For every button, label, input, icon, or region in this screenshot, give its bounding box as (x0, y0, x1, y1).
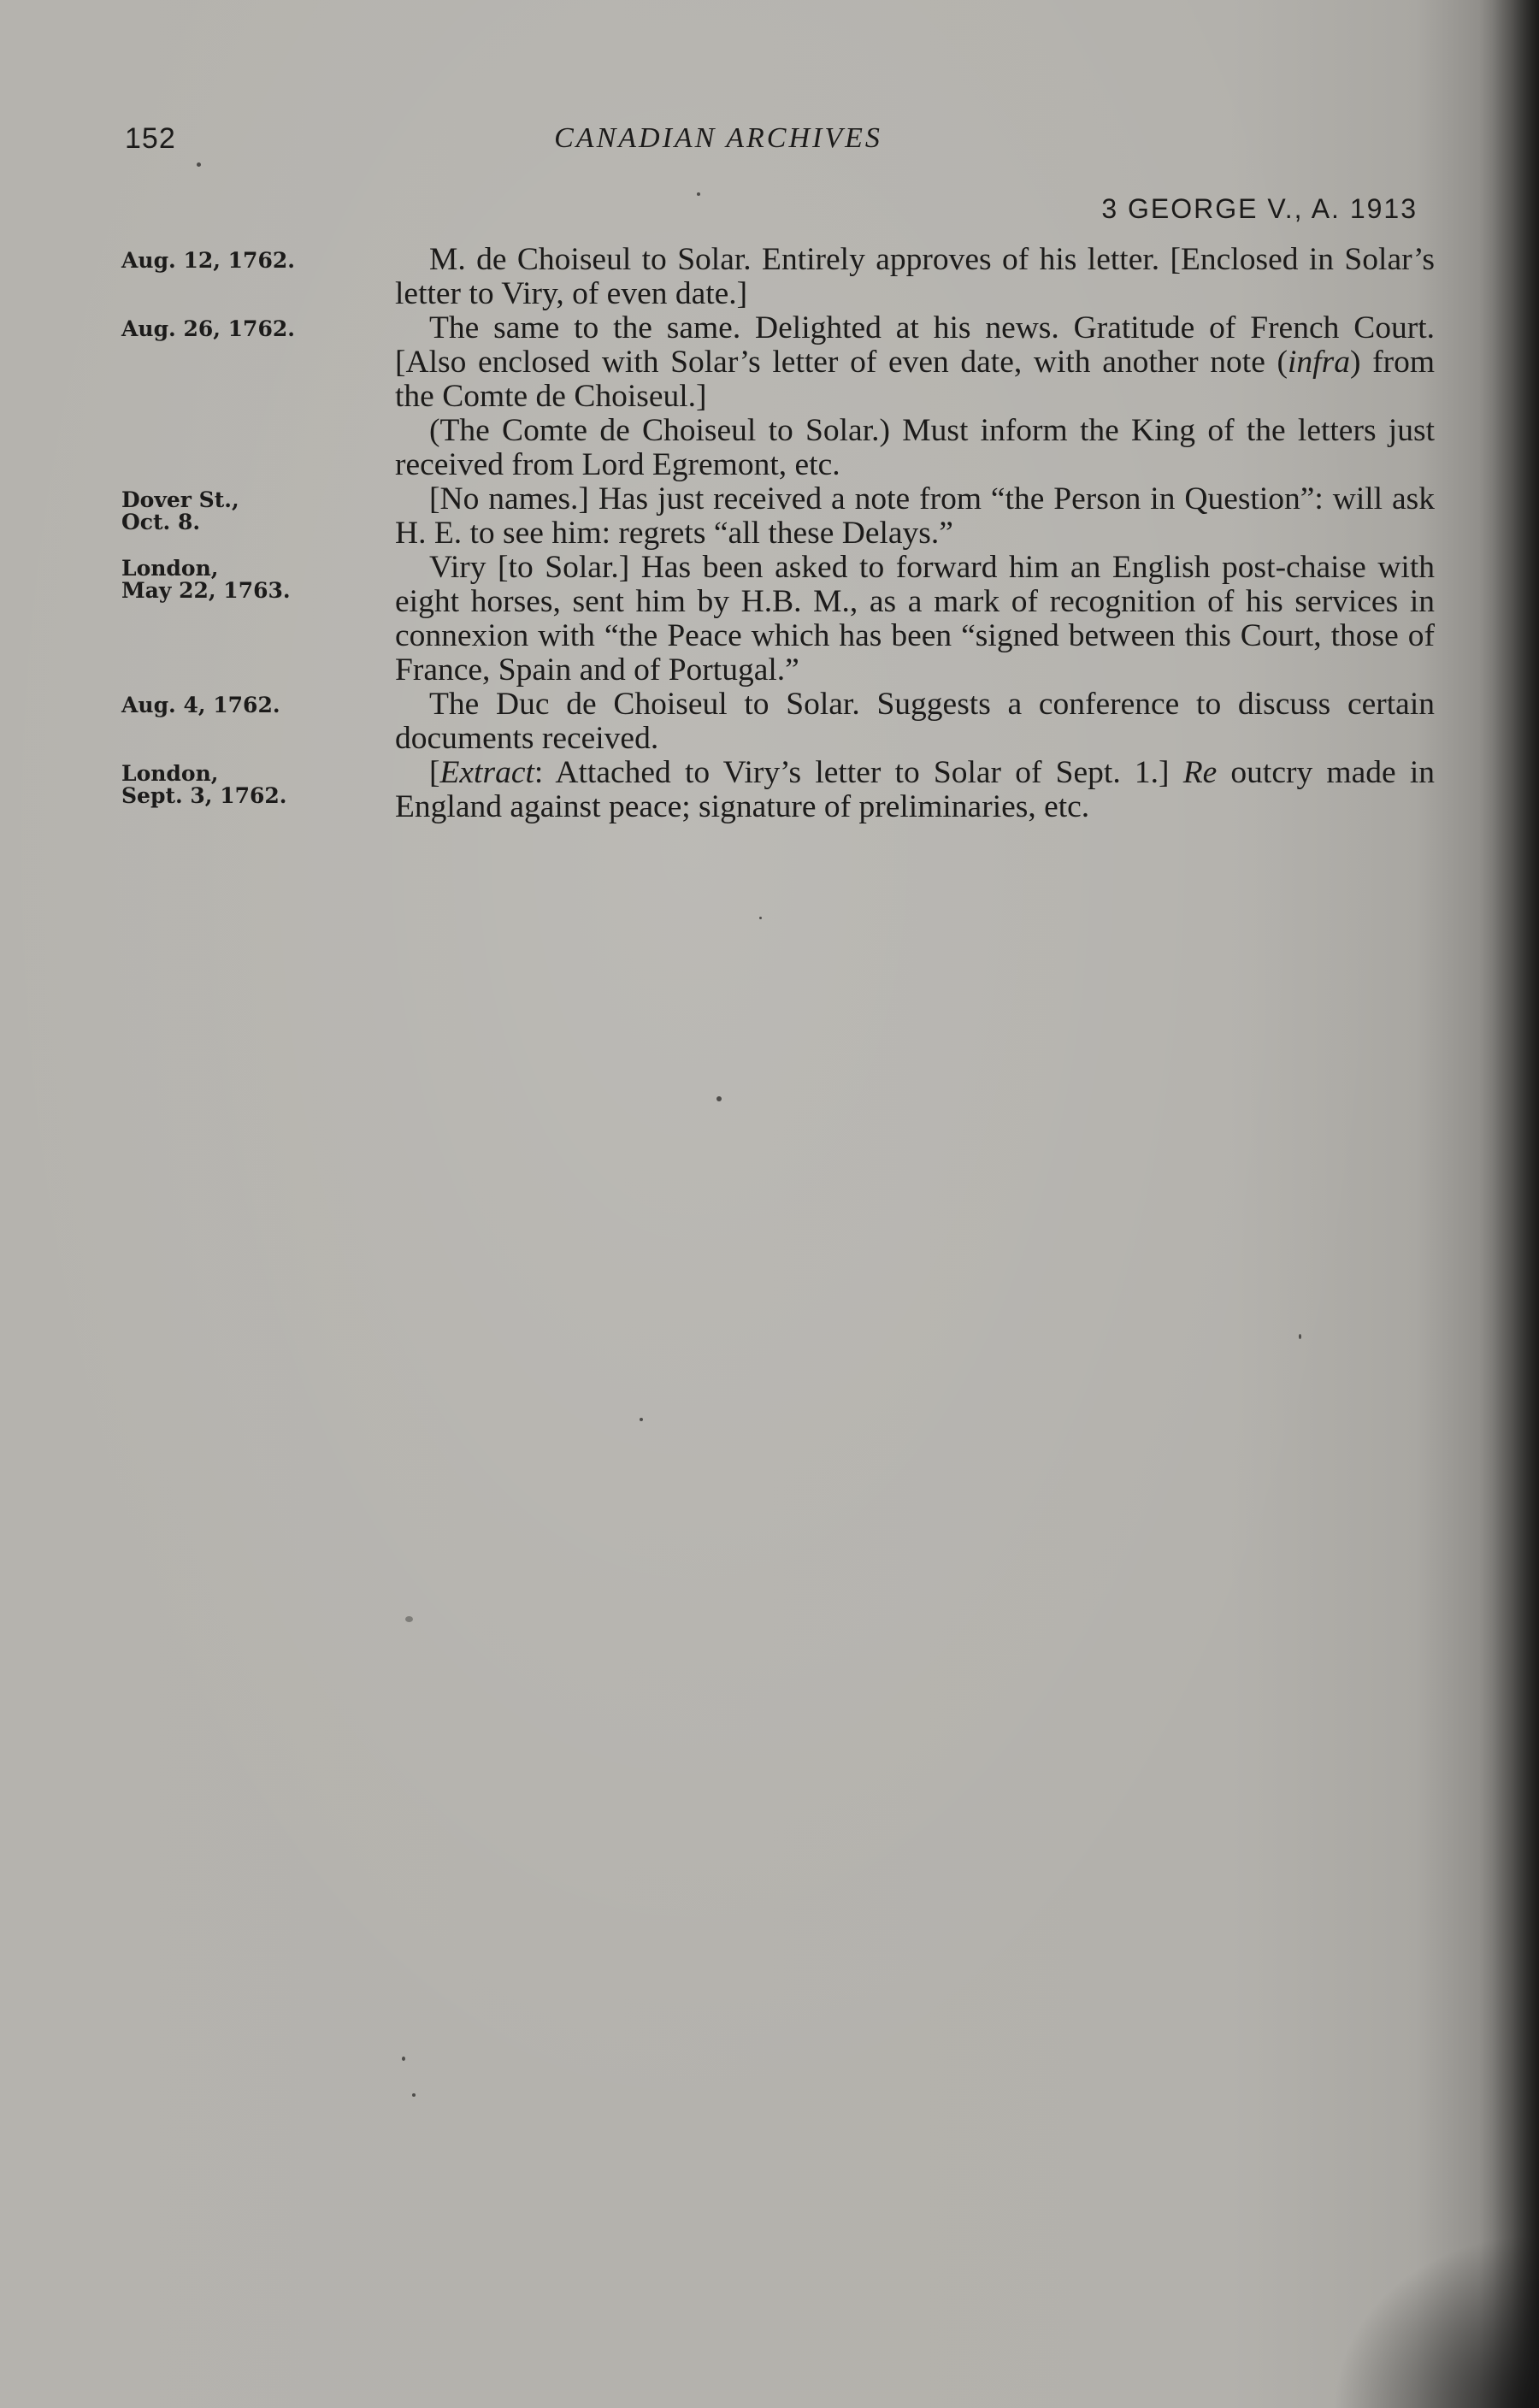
entry-summary (395, 688, 1435, 756)
calendar-entry (0, 551, 1539, 688)
entry-summary (395, 756, 1435, 824)
entry-text-run: (The Comte de Choiseul to Solar.) Must inform the King of the letters just received from Lord Egremont, etc. (395, 413, 1435, 482)
page-number: 152 (125, 122, 176, 155)
entry-summary (395, 243, 1435, 311)
entry-text-run: The Duc de Choiseul to Solar. Suggests a conference to discuss certain documents received. (395, 687, 1435, 756)
entry-text-run: The same to the same. Delighted at his news. Gratitude of French Court. [Also enclosed with Solar’s letter of even date, with another note ( (395, 310, 1435, 380)
entry-text-run: ) from the Comte de Choiseul.] (395, 345, 1435, 414)
session-line: 3 GEORGE V., A. 1913 (1101, 193, 1418, 224)
entry-date: Aug. 12, 1762. (121, 248, 295, 273)
entry-text-run: [ (429, 755, 440, 790)
calendar-entry (0, 482, 1539, 551)
entry-text-run: [No names.] Has just received a note from “the Person in Question”: will ask H. E. to see him: regrets “all these Delays.” (395, 481, 1435, 551)
calendar-entry (0, 688, 1539, 756)
entry-text-run: M. de Choiseul to Solar. Entirely approves of his letter. [Enclosed in Solar’s letter to Viry, of even date.] (395, 242, 1435, 311)
entry-date: London, Sept. 3, 1762. (121, 761, 287, 808)
calendar-entry (0, 414, 1539, 482)
entry-summary (395, 311, 1435, 414)
entry-summary (395, 551, 1435, 688)
calendar-entry (0, 756, 1539, 824)
calendar-entries (0, 243, 1539, 824)
entry-date: Aug. 26, 1762. (121, 316, 295, 341)
corner-shadow (1317, 2220, 1539, 2408)
italic-text: Re (1182, 755, 1218, 790)
entry-date: Aug. 4, 1762. (121, 693, 280, 717)
entry-text-run: outcry made in England against peace; signature of preliminaries, etc. (395, 755, 1435, 824)
italic-text: Extract (439, 755, 534, 790)
italic-text: infra (1288, 345, 1350, 380)
calendar-entry (0, 311, 1539, 414)
entry-text-run: Viry [to Solar.] Has been asked to forward him an English post-chaise with eight horses, sent him by H.B. M., as a mark of recognition of his services in connexion with “the Peace which has been “signed between this Court, those of France, Spain and of Portugal.” (395, 550, 1435, 688)
entry-date: Dover St., Oct. 8. (121, 487, 239, 534)
entry-summary (395, 414, 1435, 482)
entry-summary (395, 482, 1435, 551)
entry-date: London, May 22, 1763. (121, 556, 291, 603)
entry-text-run: : Attached to Viry’s letter to Solar of Sept. 1.] (534, 755, 1183, 790)
running-title: CANADIAN ARCHIVES (554, 122, 882, 154)
calendar-entry (0, 243, 1539, 311)
